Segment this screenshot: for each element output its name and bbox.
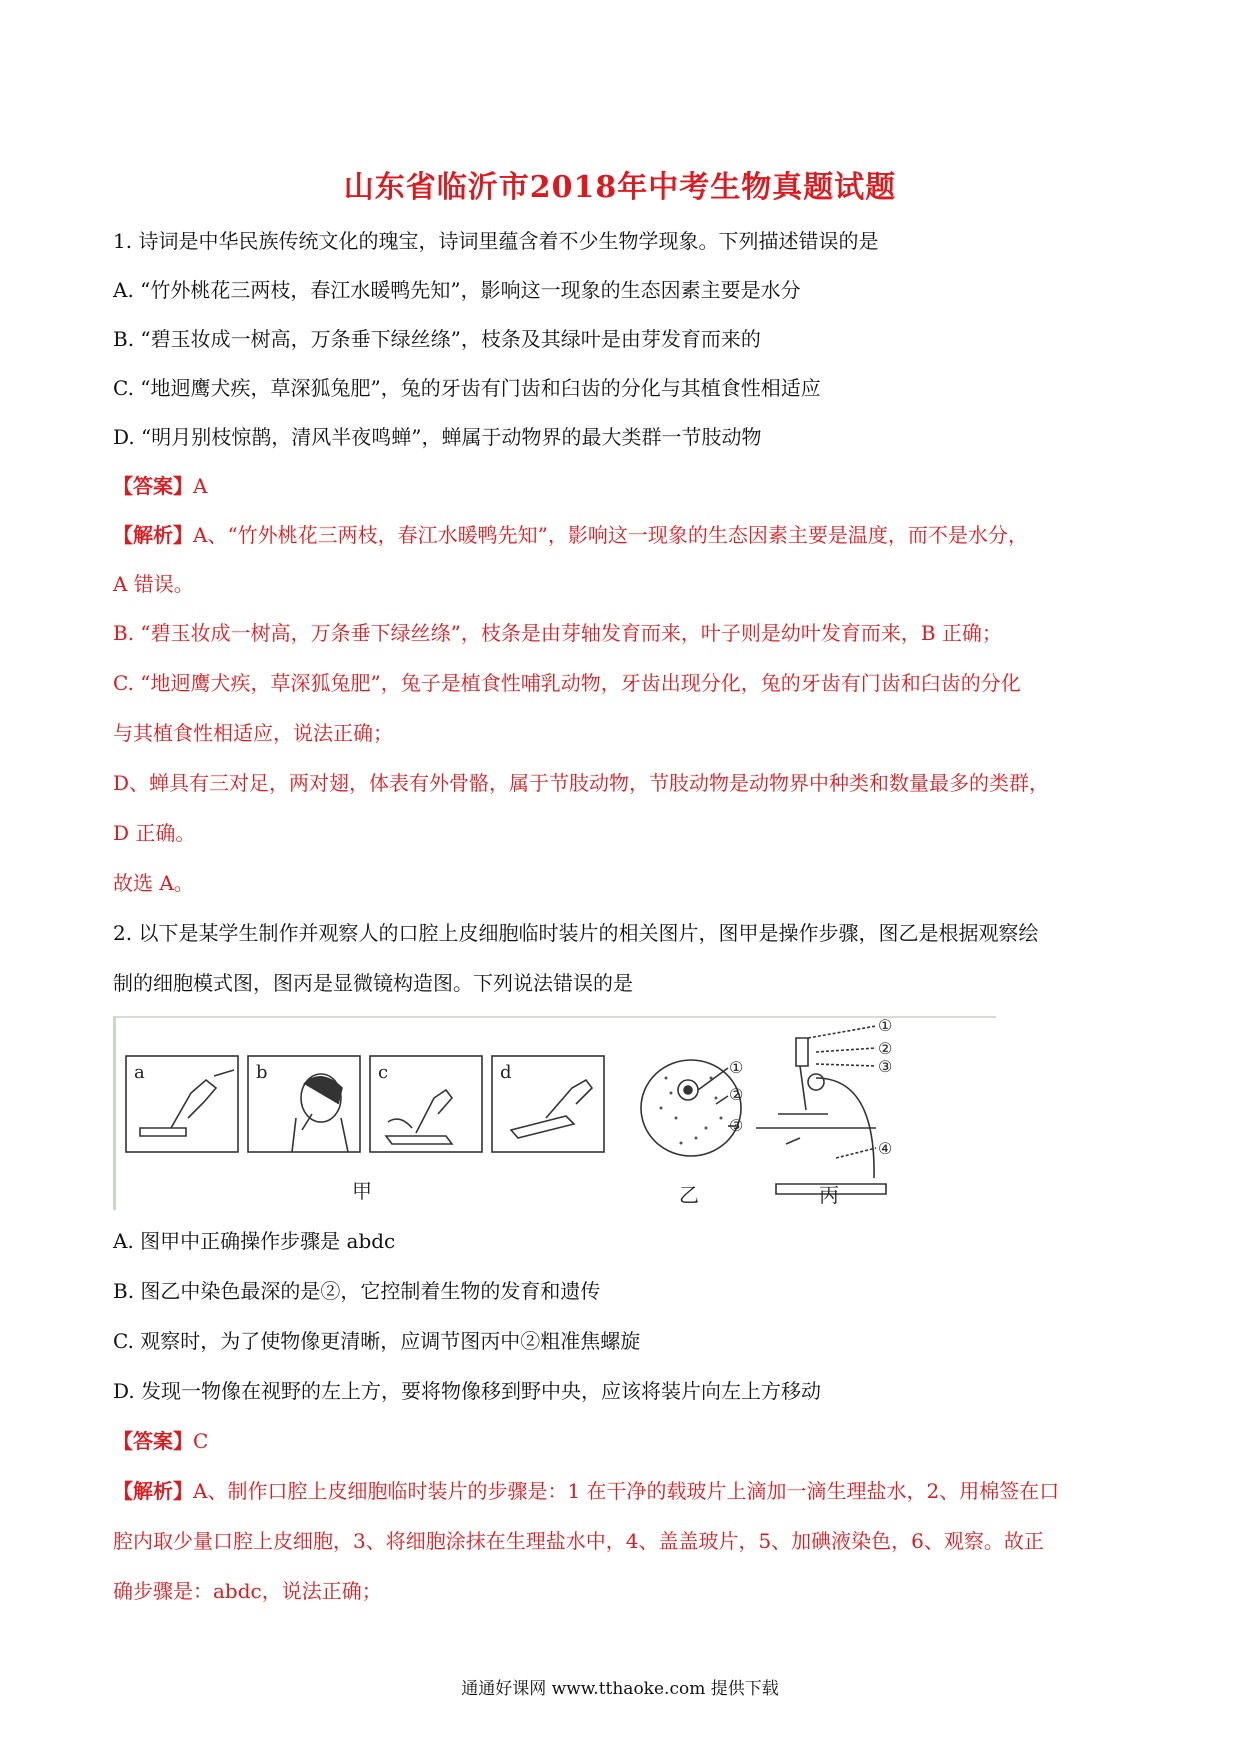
cell-mark-2: ② [729,1085,744,1104]
leader-cell-1 [698,1068,728,1090]
panel-label: d [500,1062,512,1083]
q1-analysis-line: B. “碧玉妆成一树高，万条垂下绿丝绦”，枝条是由芽轴发育而来，叶子则是幼叶发育而来，B 正确； [113,621,1002,645]
micro-mark-4: ④ [878,1139,893,1158]
q2-stem-line: 2. 以下是某学生制作并观察人的口腔上皮细胞临时装片的相关图片，图甲是操作步骤，图乙是根据观察绘 [113,921,1039,945]
panel-label: b [256,1062,268,1083]
panel-label: a [134,1062,145,1083]
body-b [292,1118,348,1152]
q2-answer [113,1428,208,1454]
leader-micro-1 [808,1026,876,1038]
hand-a-tip [214,1070,234,1076]
leader-cell-2 [716,1096,728,1104]
q2-stem-line: 制的细胞模式图，图丙是显微镜构造图。下列说法错误的是 [113,971,633,995]
q1-option-a: A. “竹外桃花三两枝，春江水暖鸭先知”，影响这一现象的生态因素主要是水分 [113,278,801,302]
leader-micro-3 [816,1064,876,1066]
micro-mark-2: ② [878,1039,893,1058]
q1-analysis-line [113,522,1028,548]
swab-b [302,1114,312,1130]
hand-d [546,1080,592,1118]
answer-value: A [193,474,208,498]
tube [800,1066,806,1110]
q2-option-c: C. 观察时，为了使物像更清晰，应调节图丙中②粗准焦螺旋 [113,1329,641,1353]
slide-a [140,1128,186,1136]
q2-option-b: B. 图乙中染色最深的是②，它控制着生物的发育和遗传 [113,1279,601,1303]
q1-option-d: D. “明月别枝惊鹊，清风半夜鸣蝉”，蝉属于动物界的最大类群一节肢动物 [113,425,762,449]
answer-tag: 【答案】 [113,474,193,498]
hand-c [416,1090,452,1133]
figure-drawing [116,1018,996,1210]
caption-bing: 丙 [819,1183,839,1207]
q1-answer [113,473,207,499]
page-footer: 通通好课网 www.tthaoke.com 提供下载 [461,1679,779,1699]
q1-analysis-line: 与其植食性相适应，说法正确； [113,721,393,745]
slide-c [386,1136,452,1144]
q1-option-b: B. “碧玉妆成一树高，万条垂下绿丝绦”，枝条及其绿叶是由芽发育而来的 [113,327,761,351]
analysis-text: A、制作口腔上皮细胞临时装片的步骤是：1 在干净的载玻片上滴加一滴生理盐水，2、用棉签在口 [193,1479,1060,1503]
q1-analysis-line: 故选 A。 [113,871,194,895]
q2-option-d: D. 发现一物像在视野的左上方，要将物像移到野中央，应该将装片向左上方移动 [113,1379,822,1403]
cell-nucleolus [684,1086,692,1094]
q2-option-a: A. 图甲中正确操作步骤是 abdc [113,1229,396,1253]
slide-d [511,1116,574,1138]
hand-c-left [388,1119,412,1128]
leader-micro-2 [816,1048,876,1052]
panel-label: c [378,1062,389,1083]
stage [756,1114,876,1128]
answer-value: C [193,1429,209,1453]
caption-yi: 乙 [679,1183,699,1207]
hair-b [304,1077,342,1104]
q1-stem: 1. 诗词是中华民族传统文化的瑰宝，诗词里蕴含着不少生物学现象。下列描述错误的是 [113,229,879,253]
q2-analysis-line: 腔内取少量口腔上皮细胞，3、将细胞涂抹在生理盐水中，4、盖盖玻片，5、加碘液染色，6、观察。故正 [113,1529,1044,1553]
page-title: 山东省临沂市2018年中考生物真题试题 [343,170,897,205]
q2-analysis-line: 确步骤是：abdc，说法正确； [113,1579,382,1603]
mirror [786,1138,800,1144]
micro-mark-1: ① [878,1018,893,1035]
focus-knob [808,1074,824,1090]
q1-option-c: C. “地迥鹰犬疾，草深狐兔肥”，兔的牙齿有门齿和臼齿的分化与其植食性相适应 [113,376,821,400]
q1-analysis-line: A 错误。 [113,572,194,596]
analysis-text: A、“竹外桃花三两枝，春江水暖鸭先知”，影响这一现象的生态因素主要是温度，而不是水分， [193,523,1028,547]
experiment-figure [113,1016,996,1210]
cell-membrane [641,1058,744,1156]
hand-dropper-a [171,1080,216,1128]
cell-mark-1: ① [729,1058,744,1077]
leader-micro-4 [836,1148,876,1158]
cell-mark-3: ③ [729,1116,744,1135]
q1-analysis-line: D 正确。 [113,821,196,845]
analysis-tag: 【解析】 [113,523,193,547]
answer-tag: 【答案】 [113,1429,193,1453]
q1-analysis-line: C. “地迥鹰犬疾，草深狐兔肥”，兔子是植食性哺乳动物，牙齿出现分化，兔的牙齿有门齿和臼齿的分化 [113,671,1021,695]
q2-analysis-line [113,1478,1059,1504]
q1-analysis-line: D、蝉具有三对足，两对翅，体表有外骨骼，属于节肢动物，节肢动物是动物界中种类和数量最多的类群， [113,771,1050,795]
caption-jia: 甲 [352,1179,372,1203]
micro-mark-3: ③ [878,1057,893,1076]
analysis-tag: 【解析】 [113,1479,193,1503]
eyepiece [796,1038,808,1066]
